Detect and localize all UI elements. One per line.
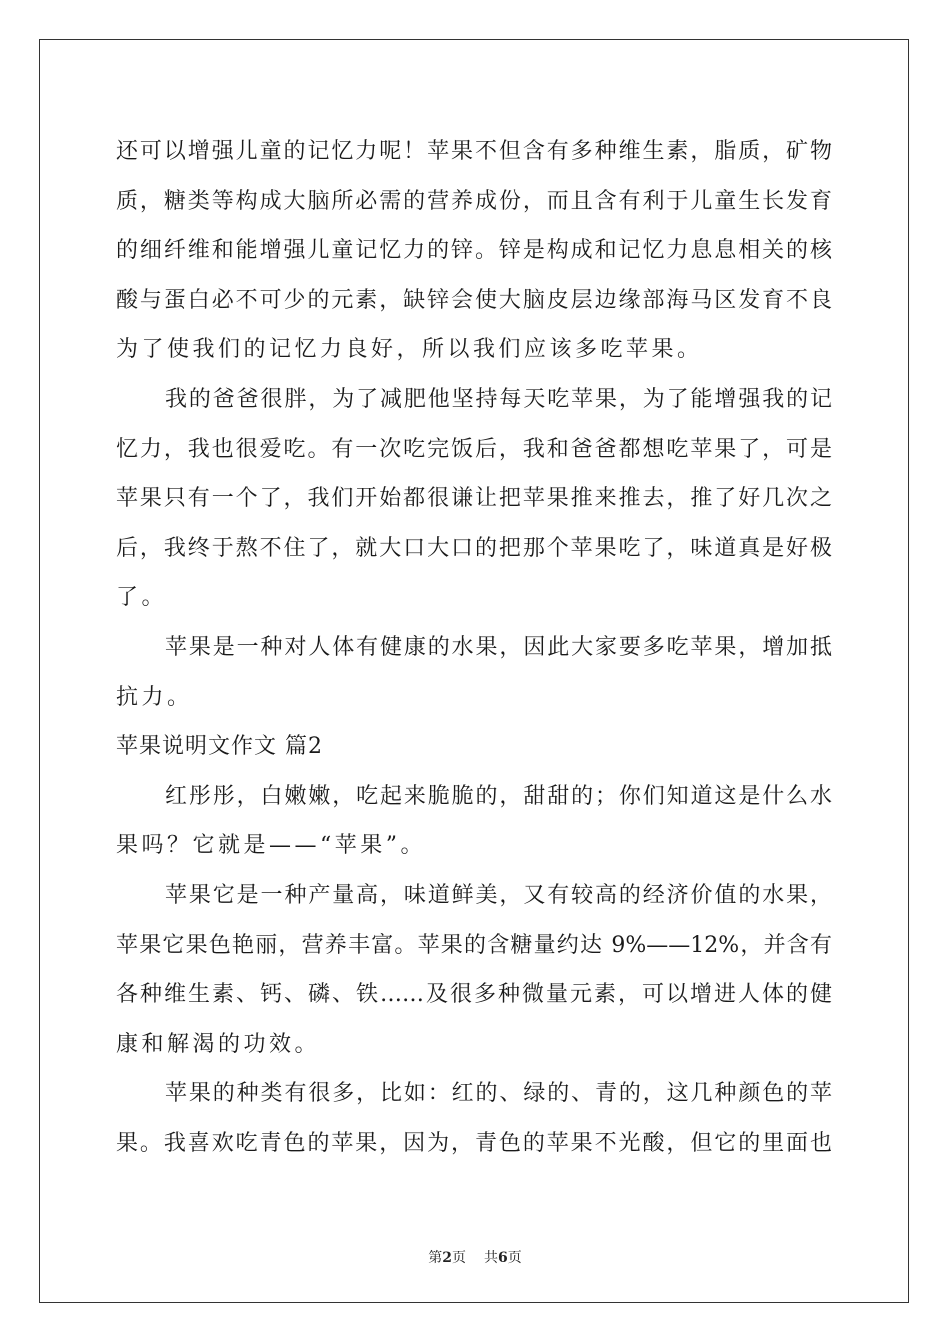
- page-footer: [0, 1247, 950, 1267]
- text-line: 还可以增强儿童的记忆力呢！苹果不但含有多种维生素，脂质，矿物: [116, 139, 832, 164]
- text-line: 酸与蛋白必不可少的元素，缺锌会使大脑皮层边缘部海马区发育不良: [116, 287, 832, 313]
- text-line: 了。: [116, 585, 168, 611]
- text-line: 后，我终于熬不住了，就大口大口的把那个苹果吃了，味道真是好极: [116, 535, 832, 561]
- paragraph-start-line: 苹果的种类有很多，比如：红的、绿的、青的，这几种颜色的苹: [165, 1081, 832, 1107]
- text-line: 的细纤维和能增强儿童记忆力的锌。锌是构成和记忆力息息相关的核: [116, 238, 832, 264]
- text-line: 质，糖类等构成大脑所必需的营养成份，而且含有利于儿童生长发育: [116, 188, 832, 214]
- document-body: [116, 127, 832, 1168]
- section-heading: 苹果说明文作文 篇2: [116, 734, 323, 760]
- text-line: 果。我喜欢吃青色的苹果，因为，青色的苹果不光酸，但它的里面也: [116, 1130, 832, 1156]
- paragraph-start-line: 苹果它是一种产量高，味道鲜美，又有较高的经济价值的水果，: [165, 882, 832, 908]
- text-line: 苹果只有一个了，我们开始都很谦让把苹果推来推去，推了好几次之: [116, 486, 832, 512]
- text-line: 康和解渴的功效。: [116, 1031, 321, 1057]
- paragraph-start-line: 苹果是一种对人体有健康的水果，因此大家要多吃苹果，增加抵: [165, 634, 832, 660]
- text-line: 为了使我们的记忆力良好，所以我们应该多吃苹果。: [116, 337, 703, 363]
- paragraph-start-line: 我的爸爸很胖，为了减肥他坚持每天吃苹果，为了能增强我的记: [165, 386, 832, 412]
- text-line: 抗力。: [116, 684, 193, 710]
- text-line: 果吗？它就是——“苹果”。: [116, 833, 426, 859]
- total-page-number: 6: [498, 1250, 508, 1266]
- total-suffix: 页: [507, 1250, 522, 1266]
- text-line: 各种维生素、钙、磷、铁……及很多种微量元素，可以增进人体的健: [116, 982, 832, 1008]
- page-suffix: 页: [452, 1250, 466, 1266]
- page-prefix: 第: [428, 1250, 443, 1266]
- paragraph-start-line: 红彤彤，白嫩嫩，吃起来脆脆的，甜甜的；你们知道这是什么水: [165, 783, 832, 809]
- total-prefix: 共: [484, 1250, 498, 1266]
- text-line: 忆力，我也很爱吃。有一次吃完饭后，我和爸爸都想吃苹果了，可是: [116, 436, 832, 462]
- text-line: 苹果它果色艳丽，营养丰富。苹果的含糖量约达 9%——12%，并含有: [116, 932, 832, 958]
- current-page-number: 2: [442, 1250, 452, 1266]
